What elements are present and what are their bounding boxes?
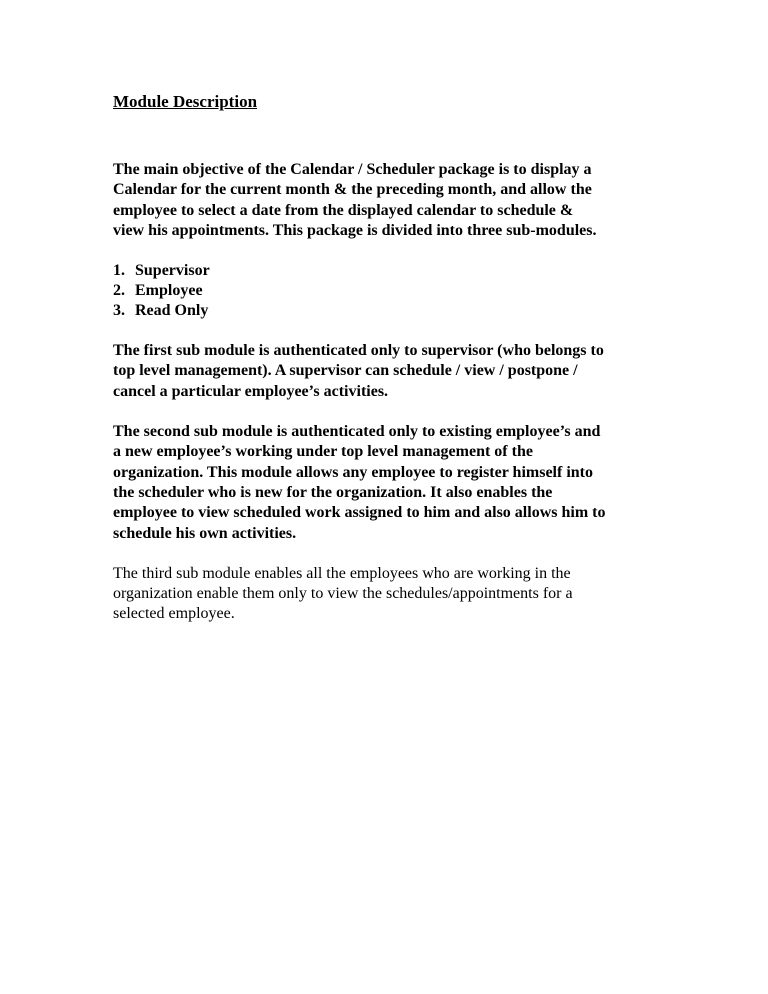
paragraph-line: top level management). A supervisor can schedule / view / postpone / [113,362,578,380]
paragraph-line: The first sub module is authenticated only to supervisor (who belongs to [113,342,604,360]
intro-line: employee to select a date from the displayed calendar to schedule & [113,201,574,219]
list-item [113,281,673,301]
paragraph-line: The second sub module is authenticated only to existing employee’s and [113,423,601,441]
third-sub-module-paragraph [113,564,673,625]
module-description-heading: Module Description [113,92,258,111]
list-item-number: 2. [113,282,125,300]
paragraph-line: employee to view scheduled work assigned to him and also allows him to [113,504,606,522]
paragraph-line: cancel a particular employee’s activities. [113,382,389,400]
intro-paragraph [113,160,673,241]
paragraph-line: organization. This module allows any employee to register himself into [113,463,593,481]
list-item [113,261,673,281]
paragraph-line: selected employee. [113,605,235,623]
intro-line: Calendar for the current month & the preceding month, and allow the [113,181,592,199]
document-page [113,90,673,625]
paragraph-line: The third sub module enables all the employees who are working in the [113,564,571,582]
intro-line: The main objective of the Calendar / Scheduler package is to display a [113,161,592,178]
list-item [113,301,673,321]
list-item-number: 1. [113,262,125,280]
list-item-label: Employee [135,282,203,300]
list-item-label: Supervisor [135,262,210,280]
intro-line: view his appointments. This package is divided into three sub-modules. [113,221,597,239]
list-item-label: Read Only [135,302,209,320]
list-item-number: 3. [113,302,125,320]
second-sub-module-paragraph [113,422,673,544]
paragraph-line: the scheduler who is new for the organization. It also enables the [113,483,553,501]
paragraph-line: schedule his own activities. [113,524,297,542]
first-sub-module-paragraph [113,341,673,402]
paragraph-line: organization enable them only to view the schedules/appointments for a [113,585,573,603]
sub-modules-list [113,261,673,321]
paragraph-line: a new employee’s working under top level management of the [113,443,533,461]
